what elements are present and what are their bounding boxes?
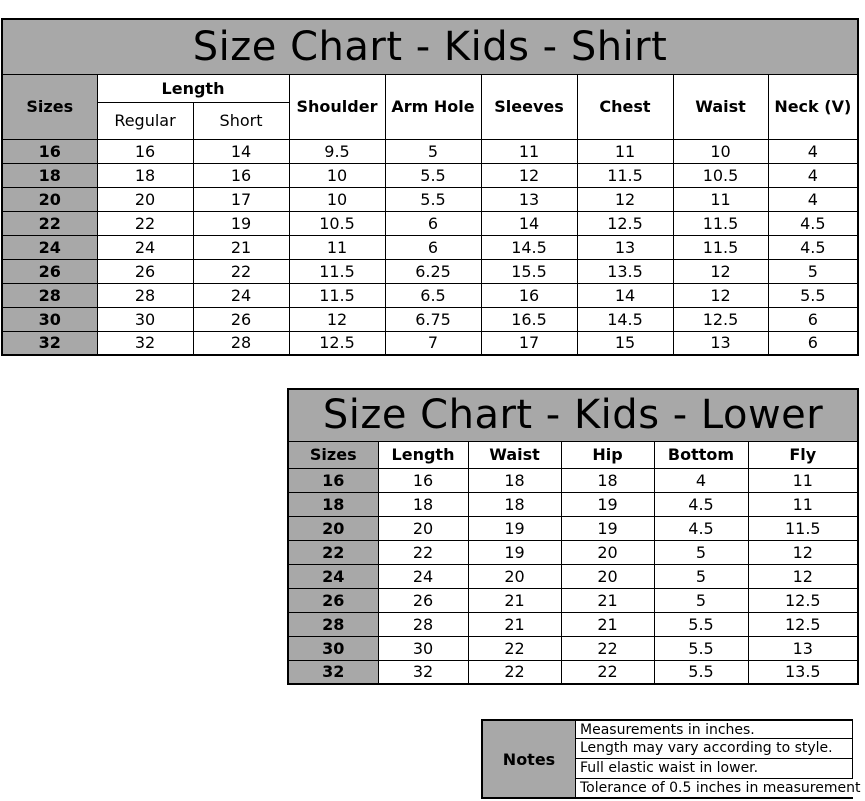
table-row [2,331,858,355]
value-cell: 18 [561,468,654,492]
value-cell: 11.5 [577,163,673,187]
value-cell: 4 [768,139,858,163]
value-cell: 5.5 [768,283,858,307]
value-cell: 22 [468,660,561,684]
size-cell: 20 [2,187,97,211]
value-cell: 21 [468,612,561,636]
value-cell: 20 [561,540,654,564]
value-cell: 6 [385,211,481,235]
lower-title-row [288,389,858,441]
value-cell: 18 [468,468,561,492]
value-cell: 5 [654,588,748,612]
value-cell: 14 [193,139,289,163]
value-cell: 11 [481,139,577,163]
value-cell: 11.5 [289,283,385,307]
value-cell: 11 [289,235,385,259]
value-cell: 17 [193,187,289,211]
value-cell: 20 [97,187,193,211]
size-cell: 22 [2,211,97,235]
size-cell: 30 [288,636,378,660]
value-cell: 13 [481,187,577,211]
value-cell: 22 [378,540,468,564]
value-cell: 14.5 [481,235,577,259]
table-row [288,564,858,588]
value-cell: 26 [97,259,193,283]
value-cell: 19 [468,516,561,540]
column-header-arm-hole: Arm Hole [385,74,481,139]
value-cell: 5.5 [654,636,748,660]
size-cell: 32 [2,331,97,355]
value-cell: 10.5 [289,211,385,235]
notes-section [481,719,861,799]
table-row [2,163,858,187]
note-item: Measurements in inches. [576,719,853,739]
value-cell: 5 [385,139,481,163]
value-cell: 6.25 [385,259,481,283]
value-cell: 10.5 [673,163,768,187]
value-cell: 22 [97,211,193,235]
value-cell: 15 [577,331,673,355]
shirt-header-row-1 [2,74,858,102]
size-cell: 26 [2,259,97,283]
value-cell: 21 [561,612,654,636]
table-row [2,211,858,235]
note-item: Length may vary according to style. [576,739,853,759]
value-cell: 5.5 [385,163,481,187]
column-header-neck: Neck (V) [768,74,858,139]
value-cell: 19 [561,492,654,516]
value-cell: 12 [577,187,673,211]
value-cell: 5 [654,540,748,564]
table-row [2,187,858,211]
value-cell: 11.5 [748,516,858,540]
size-cell: 18 [2,163,97,187]
column-header-sleeves: Sleeves [481,74,577,139]
value-cell: 12 [673,283,768,307]
table-row [288,492,858,516]
value-cell: 19 [561,516,654,540]
value-cell: 30 [378,636,468,660]
value-cell: 6.5 [385,283,481,307]
value-cell: 22 [193,259,289,283]
value-cell: 12.5 [748,612,858,636]
table-row [288,588,858,612]
value-cell: 12 [748,564,858,588]
value-cell: 19 [193,211,289,235]
value-cell: 12 [289,307,385,331]
value-cell: 6.75 [385,307,481,331]
value-cell: 10 [673,139,768,163]
value-cell: 21 [561,588,654,612]
size-cell: 16 [288,468,378,492]
value-cell: 6 [385,235,481,259]
column-header-waist: Waist [673,74,768,139]
value-cell: 4.5 [768,235,858,259]
size-cell: 28 [2,283,97,307]
table-row [288,540,858,564]
column-header-shoulder: Shoulder [289,74,385,139]
value-cell: 11 [673,187,768,211]
value-cell: 22 [561,636,654,660]
value-cell: 4 [654,468,748,492]
value-cell: 10 [289,163,385,187]
table-row [288,612,858,636]
column-header-waist: Waist [468,441,561,468]
value-cell: 14 [577,283,673,307]
size-cell: 26 [288,588,378,612]
value-cell: 4.5 [768,211,858,235]
column-header-length-short: Short [193,102,289,139]
value-cell: 22 [561,660,654,684]
note-item: Full elastic waist in lower. [576,759,853,779]
size-cell: 30 [2,307,97,331]
size-cell: 22 [288,540,378,564]
value-cell: 12.5 [577,211,673,235]
column-header-length: Length [378,441,468,468]
value-cell: 11 [748,492,858,516]
value-cell: 21 [468,588,561,612]
value-cell: 9.5 [289,139,385,163]
value-cell: 20 [378,516,468,540]
value-cell: 13 [673,331,768,355]
value-cell: 16 [481,283,577,307]
column-header-fly: Fly [748,441,858,468]
table-row [2,283,858,307]
value-cell: 28 [378,612,468,636]
value-cell: 16 [193,163,289,187]
value-cell: 11 [748,468,858,492]
column-header-length-regular: Regular [97,102,193,139]
notes-lines [576,719,861,799]
value-cell: 28 [97,283,193,307]
value-cell: 11.5 [673,235,768,259]
value-cell: 20 [468,564,561,588]
value-cell: 11 [577,139,673,163]
value-cell: 4 [768,187,858,211]
table-row [2,307,858,331]
size-cell: 28 [288,612,378,636]
value-cell: 16 [378,468,468,492]
size-cell: 16 [2,139,97,163]
table-row [288,636,858,660]
value-cell: 5.5 [654,612,748,636]
shirt-table-title: Size Chart - Kids - Shirt [2,19,858,74]
value-cell: 26 [193,307,289,331]
value-cell: 14 [481,211,577,235]
column-header-bottom: Bottom [654,441,748,468]
value-cell: 6 [768,331,858,355]
value-cell: 12.5 [673,307,768,331]
size-cell: 32 [288,660,378,684]
lower-header-row [288,441,858,468]
value-cell: 26 [378,588,468,612]
lower-table-body [288,468,858,684]
value-cell: 13 [748,636,858,660]
value-cell: 14.5 [577,307,673,331]
value-cell: 24 [97,235,193,259]
value-cell: 32 [378,660,468,684]
value-cell: 4 [768,163,858,187]
lower-size-table [287,388,859,685]
notes-label: Notes [481,719,576,799]
value-cell: 13.5 [577,259,673,283]
value-cell: 18 [468,492,561,516]
shirt-title-row [2,19,858,74]
column-header-sizes: Sizes [288,441,378,468]
value-cell: 11.5 [673,211,768,235]
value-cell: 12 [748,540,858,564]
value-cell: 10 [289,187,385,211]
value-cell: 32 [97,331,193,355]
value-cell: 7 [385,331,481,355]
value-cell: 28 [193,331,289,355]
value-cell: 16 [97,139,193,163]
value-cell: 4.5 [654,492,748,516]
shirt-table-body [2,139,858,355]
note-item: Tolerance of 0.5 inches in measurement [576,779,853,799]
table-row [288,516,858,540]
value-cell: 6 [768,307,858,331]
value-cell: 5.5 [385,187,481,211]
value-cell: 5.5 [654,660,748,684]
value-cell: 11.5 [289,259,385,283]
value-cell: 21 [193,235,289,259]
table-row [2,139,858,163]
value-cell: 18 [378,492,468,516]
column-header-chest: Chest [577,74,673,139]
value-cell: 12.5 [748,588,858,612]
size-cell: 18 [288,492,378,516]
lower-table-title: Size Chart - Kids - Lower [288,389,858,441]
value-cell: 30 [97,307,193,331]
value-cell: 12 [481,163,577,187]
value-cell: 24 [193,283,289,307]
column-header-length: Length [97,74,289,102]
value-cell: 22 [468,636,561,660]
size-cell: 20 [288,516,378,540]
value-cell: 12 [673,259,768,283]
shirt-size-table [1,18,859,356]
table-row [288,468,858,492]
column-header-sizes: Sizes [2,74,97,139]
size-cell: 24 [288,564,378,588]
value-cell: 17 [481,331,577,355]
value-cell: 13 [577,235,673,259]
value-cell: 13.5 [748,660,858,684]
table-row [2,259,858,283]
value-cell: 4.5 [654,516,748,540]
value-cell: 19 [468,540,561,564]
value-cell: 24 [378,564,468,588]
value-cell: 5 [654,564,748,588]
value-cell: 16.5 [481,307,577,331]
table-row [2,235,858,259]
value-cell: 12.5 [289,331,385,355]
value-cell: 20 [561,564,654,588]
value-cell: 15.5 [481,259,577,283]
value-cell: 5 [768,259,858,283]
column-header-hip: Hip [561,441,654,468]
table-row [288,660,858,684]
size-cell: 24 [2,235,97,259]
value-cell: 18 [97,163,193,187]
